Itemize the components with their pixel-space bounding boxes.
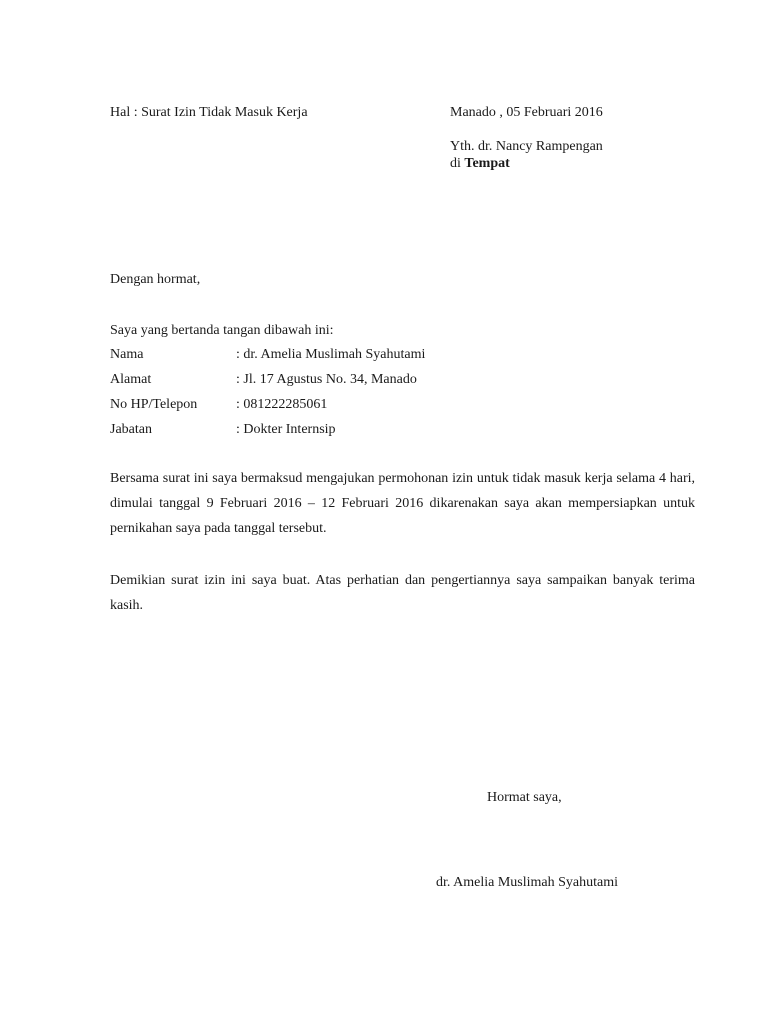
field-value-alamat: : Jl. 17 Agustus No. 34, Manado: [236, 372, 417, 387]
field-value-nama: : dr. Amelia Muslimah Syahutami: [236, 347, 426, 362]
place-date: Manado , 05 Februari 2016: [450, 105, 603, 120]
field-label-telepon: No HP/Telepon: [110, 397, 198, 412]
intro-line: Saya yang bertanda tangan dibawah ini:: [110, 323, 334, 338]
letter-subject: Hal : Surat Izin Tidak Masuk Kerja: [110, 105, 308, 120]
field-label-jabatan: Jabatan: [110, 422, 152, 437]
recipient-location: [450, 155, 510, 173]
greeting: Dengan hormat,: [110, 272, 201, 287]
field-value-jabatan: : Dokter Internsip: [236, 422, 336, 437]
signature-name: dr. Amelia Muslimah Syahutami: [436, 875, 618, 890]
field-value-telepon: : 081222285061: [236, 397, 328, 412]
location-prefix: di: [450, 156, 461, 171]
closing-paragraph: Demikian surat izin ini saya buat. Atas perhatian dan pengertiannya saya sampaikan banyak terima kasih.: [110, 573, 695, 613]
location-name: Tempat: [464, 156, 510, 171]
field-label-alamat: Alamat: [110, 372, 152, 387]
body-paragraph: Bersama surat ini saya bermaksud mengajukan permohonan izin untuk tidak masuk kerja selama 4 hari, dimulai tanggal 9 Februari 2016 – 12 Februari 2016 dikarenakan saya akan mempersiapkan untuk pernikahan saya pada tanggal tersebut.: [110, 471, 695, 536]
recipient: Yth. dr. Nancy Rampengan: [450, 139, 603, 154]
signature-salutation: Hormat saya,: [487, 790, 562, 805]
field-label-nama: Nama: [110, 347, 144, 362]
